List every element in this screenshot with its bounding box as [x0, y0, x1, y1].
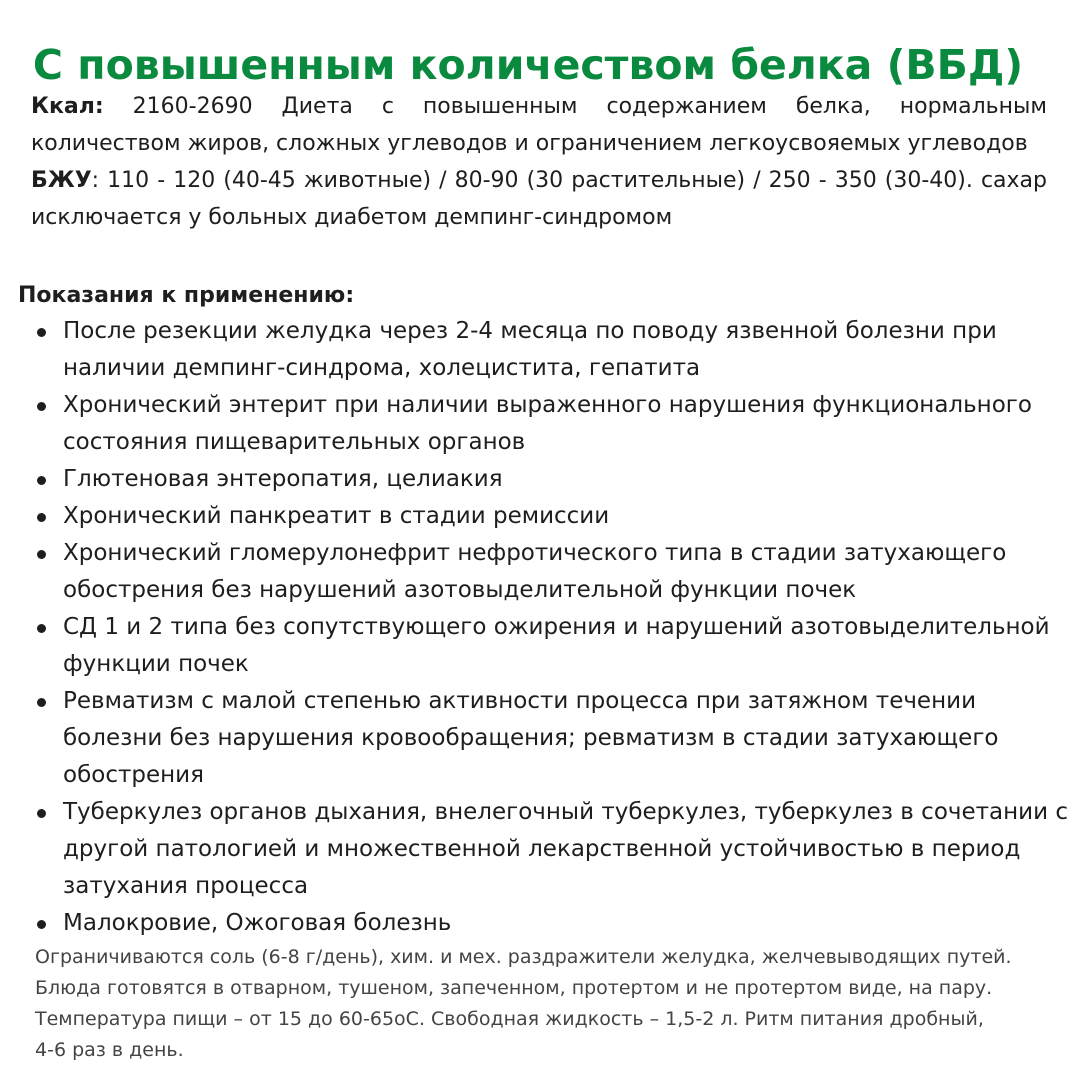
kcal-text: 2160-2690 Диета с повышенным содержанием белка, нормальным количеством жиров, сложных углеводов и ограничением легкоусвояемых углеводов — [31, 94, 1047, 156]
list-item — [0, 387, 1075, 461]
list-item — [0, 313, 1075, 387]
bju-text: : 110 - 120 (40-45 животные) / 80-90 (30 растительные) / 250 - 350 (30-40). сахар исключается у больных диабетом демпинг-синдромом — [31, 168, 1047, 230]
indications-heading: Показания к применению: — [18, 283, 355, 308]
notes-line: Блюда готовятся в отварном, тушеном, запеченном, протертом и не протертом виде, на пару. — [35, 977, 993, 999]
list-item-text: После резекции желудка через 2-4 месяца по поводу язвенной болезни при наличии демпинг-синдрома, холецистита, гепатита — [63, 318, 997, 381]
notes-line: 4-6 раз в день. — [35, 1039, 184, 1061]
bju-paragraph — [31, 162, 1047, 236]
diet-notes — [35, 942, 1065, 1066]
list-item — [0, 905, 1075, 942]
list-item-text: Хронический гломерулонефрит нефротического типа в стадии затухающего обострения без нарушений азотовыделительной функции почек — [63, 540, 1007, 603]
bullet-icon — [37, 476, 46, 485]
bullet-icon — [37, 513, 46, 522]
list-item-text: Ревматизм с малой степенью активности процесса при затяжном течении болезни без нарушения кровообращения; ревматизм в стадии затухающего обострения — [63, 688, 999, 788]
kcal-label: Ккал: — [31, 94, 104, 119]
bullet-icon — [37, 550, 46, 559]
list-item-text: СД 1 и 2 типа без сопутствующего ожирения и нарушений азотовыделительной функции почек — [63, 614, 1050, 677]
notes-line: Температура пищи – от 15 до 60-65оС. Свободная жидкость – 1,5-2 л. Ритм питания дробный, — [35, 1008, 984, 1030]
list-item — [0, 461, 1075, 498]
bullet-icon — [37, 624, 46, 633]
bullet-icon — [37, 402, 46, 411]
bullet-icon — [37, 809, 46, 818]
bju-label: БЖУ — [31, 168, 92, 193]
notes-line: Ограничиваются соль (6-8 г/день), хим. и мех. раздражители желудка, желчевыводящих путей. — [35, 946, 1012, 968]
list-item-text: Хронический энтерит при наличии выраженного нарушения функционального состояния пищеварительных органов — [63, 392, 1032, 455]
kcal-paragraph — [31, 88, 1047, 162]
bullet-icon — [37, 698, 46, 707]
list-item-text: Туберкулез органов дыхания, внелегочный туберкулез, туберкулез в сочетании с другой патологией и множественной лекарственной устойчивостью в период затухания процесса — [63, 799, 1069, 899]
list-item-text: Глютеновая энтеропатия, целиакия — [63, 466, 503, 492]
list-item — [0, 498, 1075, 535]
list-item — [0, 609, 1075, 683]
page-title: С повышенным количеством белка (ВБД) — [32, 41, 1024, 90]
indications-list — [0, 313, 1075, 942]
list-item — [0, 535, 1075, 609]
list-item-text: Малокровие, Ожоговая болезнь — [63, 910, 452, 936]
bullet-icon — [37, 328, 46, 337]
diet-summary — [31, 88, 1047, 236]
list-item — [0, 683, 1075, 794]
list-item-text: Хронический панкреатит в стадии ремиссии — [63, 503, 610, 529]
bullet-icon — [37, 920, 46, 929]
list-item — [0, 794, 1075, 905]
